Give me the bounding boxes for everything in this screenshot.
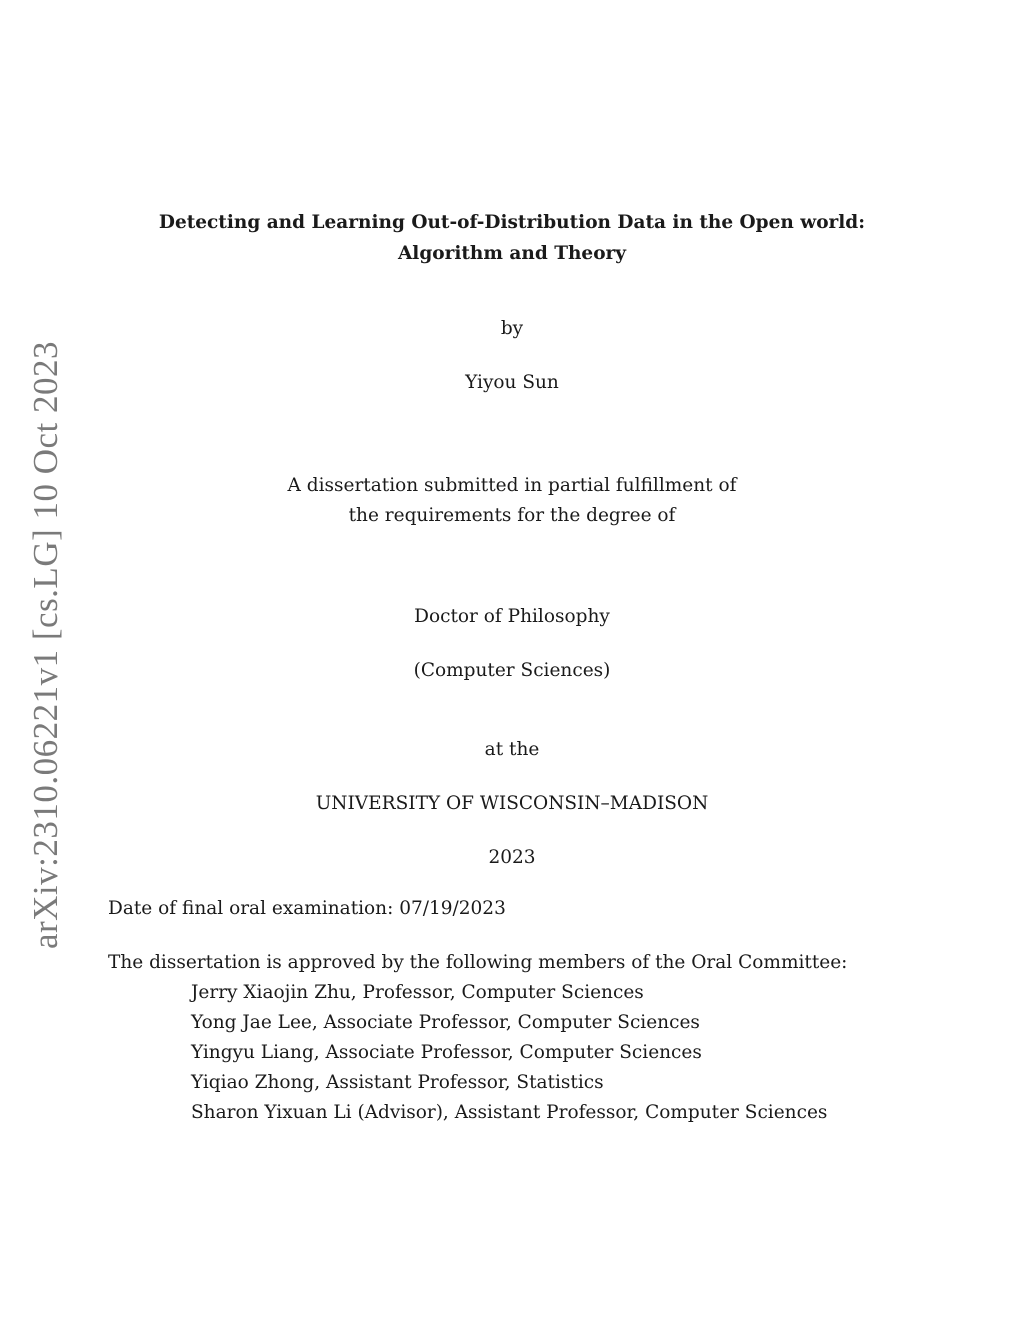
year: 2023 bbox=[488, 847, 536, 868]
title-line-2: Algorithm and Theory bbox=[397, 243, 627, 264]
exam-date: Date of final oral examination: 07/19/2023 bbox=[108, 898, 506, 919]
committee-member: Sharon Yixuan Li (Advisor), Assistant Professor, Computer Sciences bbox=[191, 1102, 828, 1123]
author-name: Yiyou Sun bbox=[465, 372, 559, 393]
committee-list bbox=[191, 978, 827, 1128]
committee-intro: The dissertation is approved by the following members of the Oral Committee: bbox=[108, 952, 848, 973]
committee-member: Yong Jae Lee, Associate Professor, Computer Sciences bbox=[191, 1012, 700, 1033]
degree-name: Doctor of Philosophy bbox=[414, 606, 610, 627]
committee-member: Yingyu Liang, Associate Professor, Computer Sciences bbox=[191, 1042, 702, 1063]
committee-member: Yiqiao Zhong, Assistant Professor, Statistics bbox=[191, 1072, 604, 1093]
by-label: by bbox=[500, 318, 524, 339]
degree-field: (Computer Sciences) bbox=[413, 660, 611, 681]
arxiv-identifier: arXiv:2310.06221v1 [cs.LG] 10 Oct 2023 bbox=[26, 340, 65, 950]
submission-line-2: the requirements for the degree of bbox=[348, 505, 676, 526]
submission-line-1: A dissertation submitted in partial fulfillment of bbox=[287, 475, 737, 496]
title-line-1: Detecting and Learning Out-of-Distribution Data in the Open world: bbox=[158, 212, 866, 233]
at-the-label: at the bbox=[484, 739, 540, 760]
university-name: UNIVERSITY OF WISCONSIN–MADISON bbox=[315, 793, 709, 814]
dissertation-title bbox=[0, 207, 1024, 269]
submission-statement bbox=[0, 471, 1024, 531]
committee-member: Jerry Xiaojin Zhu, Professor, Computer Sciences bbox=[191, 982, 644, 1003]
